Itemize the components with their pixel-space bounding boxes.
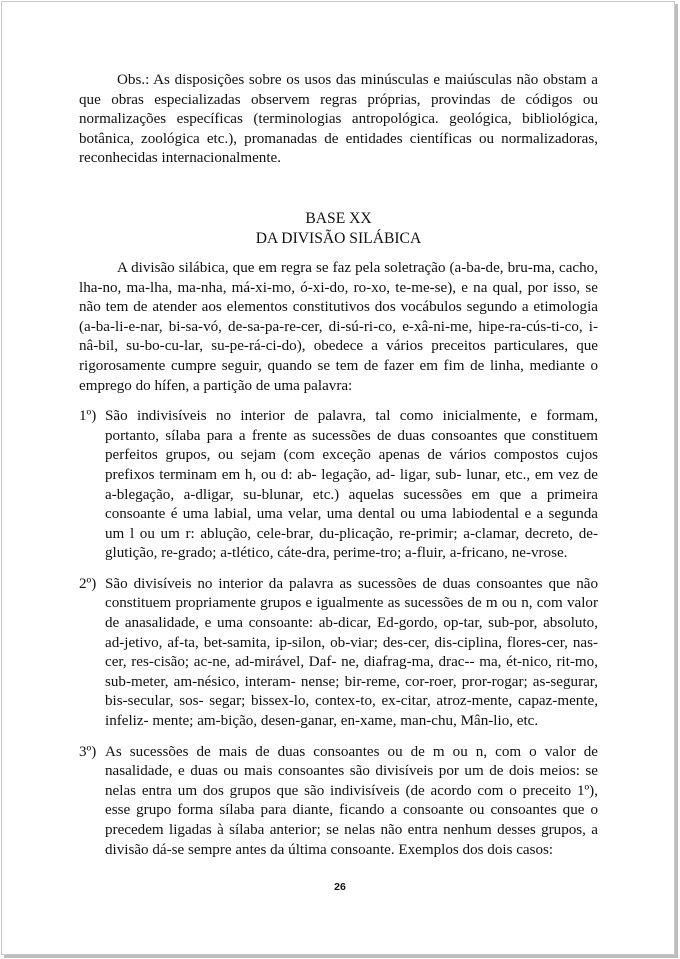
page-number: 26 [334, 881, 346, 893]
item-text: São divisíveis no interior da palavra as sucessões de duas consoantes que não constituem propriamente grupos e igualmente as sucessões de m ou n, com valor de anasalidade, e uma consoante: ab-dicar, Ed-gordo, op-tar, sub-por, absoluto, ad-jetivo, af-ta, bet-samita, ip-silon, ob-viar; des-cer, dis-ciplina, flores-cer, nas-cer, res-cisão; ac-ne, ad-mirável, Daf- ne, diafrag-ma, drac-- ma, ét-nico, rit-mo, sub-meter, am-nésico, interam- nense; bir-reme, cor-roer, pror-rogar; as-segurar, bis-secular, sos- segar; bissex-lo, contex-to, ex-citar, atroz-mente, capaz-mente, infeliz- mente; am-bição, desen-ganar, en-xame, man-chu, Mân-lio, etc. [105, 575, 598, 730]
list-item [79, 743, 598, 861]
list-item [79, 407, 598, 564]
item-number: 1º) [79, 408, 97, 425]
section-heading [79, 209, 598, 249]
section-subtitle: DA DIVISÃO SILÁBICA [255, 229, 422, 247]
item-text: São indivisíveis no interior de palavra, tal como inicialmente, e formam, portanto, sílaba para a frente as sucessões de duas consoantes que constituem perfeitos grupos, ou sejam (com exceção apenas de vários compostos cujos prefixos terminam em h, ou d: ab- legação, ad- ligar, sub- lunar, etc., em vez de a-blegação, a-dligar, su-blunar, etc.) aquelas sucessões em que a primeira consoante é uma labial, uma velar, uma dental ou uma labiodental e a segunda um l ou um r: ablução, cele-brar, du-plicação, re-primir; a-clamar, decreto, de-glutição, re-grado; a-tlético, cáte-dra, perime-tro; a-fluir, a-fricano, ne-vrose. [105, 408, 598, 562]
obs-paragraph: Obs.: As disposições sobre os usos das minúsculas e maiúsculas não obstam a que obras especializadas observem regras próprias, provindas de códigos ou normalizações específicas (terminologias antropológica. geológica, bibliológica, botânica, zoológica etc.), promanadas de entidades científicas ou normalizadoras, reconhecidas internacionalmente. [79, 72, 598, 167]
section-title: BASE XX [305, 209, 372, 227]
page-content [79, 71, 598, 860]
item-text: As sucessões de mais de duas consoantes ou de m ou n, com o valor de nasalidade, e duas ou mais consoantes são divisíveis por um de dois meios: se nelas entra um dos grupos que são indivisíveis (de acordo com o preceito 1º), esse grupo forma sílaba para diante, ficando a consoante ou consoantes que o precedem ligadas à sílaba anterior; se nelas não entra nenhum desses grupos, a divisão dá-se sempre antes da última consoante. Exemplos dos dois casos: [105, 743, 598, 858]
intro-paragraph: A divisão silábica, que em regra se faz pela soletração (a-ba-de, bru-ma, cacho, lha-no, ma-lha, ma-nha, má-xi-mo, ó-xi-do, ro-xo, te-me-se), e na qual, por isso, se não tem de atender aos elementos constitutivos dos vocábulos segundo a etimologia (a-ba-li-e-nar, bi-sa-vó, de-sa-pa-re-cer, di-sú-ri-co, e-xâ-ni-me, hipe-ra-cús-ti-co, i-nâ-bil, su-bo-cu-lar, su-pe-rá-ci-do), obedece a vários preceitos particulares, que rigorosamente cumpre seguir, quando se tem de fazer em fim de linha, mediante o emprego do hífen, a partição de uma palavra: [79, 259, 598, 394]
item-number: 2º) [79, 575, 97, 592]
item-number: 3º) [79, 743, 97, 760]
list-item [79, 575, 598, 732]
